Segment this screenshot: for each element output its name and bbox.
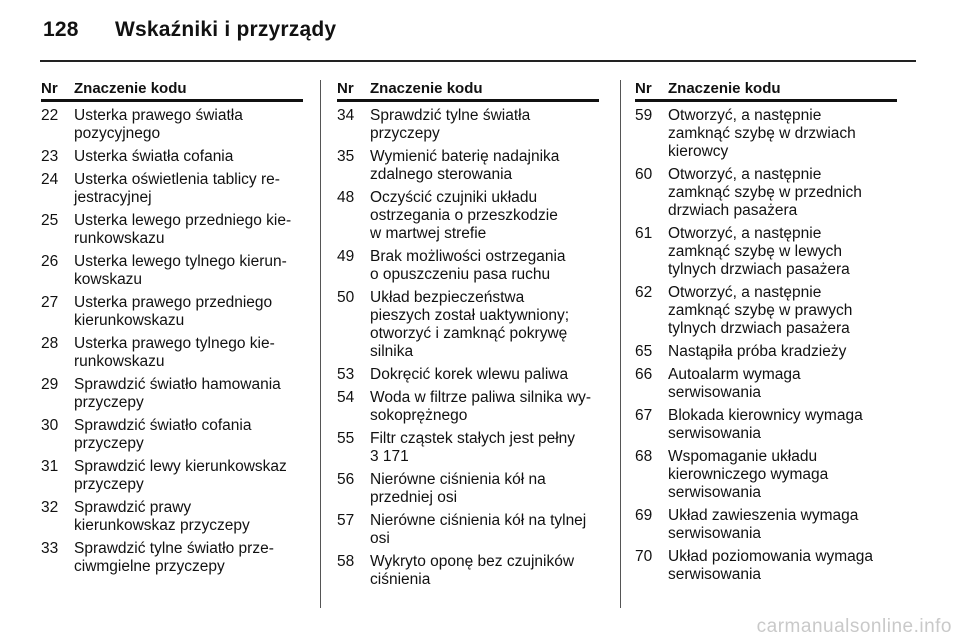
description-line: Wspomaganie układu <box>668 448 818 465</box>
description-line: Woda w filtrze paliwa silnika wy- <box>370 389 592 406</box>
description-line: serwisowania <box>668 425 762 442</box>
code-description <box>74 253 303 289</box>
description-line: zdalnego sterowania <box>370 166 513 183</box>
table-row <box>635 548 897 584</box>
code-description <box>74 376 303 412</box>
table-row <box>337 512 599 548</box>
code-description <box>74 458 303 494</box>
description-line: Sprawdzić tylne światło prze- <box>74 540 274 557</box>
error-code: 23 <box>41 148 59 165</box>
table-header <box>337 80 599 102</box>
table-row <box>337 248 599 284</box>
code-description <box>74 499 303 535</box>
error-code: 35 <box>337 148 355 165</box>
error-code: 50 <box>337 289 355 306</box>
code-description <box>74 171 303 207</box>
table-row <box>337 389 599 425</box>
description-line: zamknąć szybę w lewych <box>668 243 843 260</box>
code-description <box>668 343 897 361</box>
code-table-column-2 <box>337 80 599 594</box>
error-code: 53 <box>337 366 355 383</box>
description-line: sokoprężnego <box>370 407 468 424</box>
error-code: 59 <box>635 107 653 124</box>
code-description <box>74 417 303 453</box>
table-row <box>635 343 897 361</box>
error-code: 22 <box>41 107 59 124</box>
table-row <box>41 499 303 535</box>
code-description <box>668 366 897 402</box>
error-code: 26 <box>41 253 59 270</box>
description-line: Sprawdzić prawy <box>74 499 192 516</box>
code-description <box>668 407 897 443</box>
table-row <box>41 540 303 576</box>
table-row <box>337 189 599 243</box>
description-line: ostrzegania o przeszkodzie <box>370 207 558 224</box>
description-line: Dokręcić korek wlewu paliwa <box>370 366 569 383</box>
code-description <box>370 471 599 507</box>
error-code: 57 <box>337 512 355 529</box>
description-line: przyczepy <box>74 476 144 493</box>
header-nr: Nr <box>337 80 354 97</box>
description-line: przyczepy <box>74 394 144 411</box>
code-description <box>370 389 599 425</box>
description-line: jestracyjnej <box>74 189 152 206</box>
error-code: 61 <box>635 225 653 242</box>
error-code: 65 <box>635 343 653 360</box>
description-line: ciwmgielne przyczepy <box>74 558 225 575</box>
error-code: 69 <box>635 507 653 524</box>
description-line: otworzyć i zamknąć pokrywę <box>370 325 568 342</box>
error-code: 29 <box>41 376 59 393</box>
code-description <box>370 189 599 243</box>
table-row <box>41 294 303 330</box>
table-row <box>635 366 897 402</box>
code-description <box>668 507 897 543</box>
error-code: 31 <box>41 458 59 475</box>
description-line: Układ bezpieczeństwa <box>370 289 525 306</box>
column-divider <box>620 80 621 608</box>
code-description <box>668 107 897 161</box>
code-description <box>74 540 303 576</box>
table-row <box>41 376 303 412</box>
code-description <box>370 248 599 284</box>
error-code: 60 <box>635 166 653 183</box>
description-line: Otworzyć, a następnie <box>668 225 822 242</box>
description-line: Brak możliwości ostrzegania <box>370 248 566 265</box>
table-row <box>337 471 599 507</box>
description-line: przyczepy <box>74 435 144 452</box>
error-code: 33 <box>41 540 59 557</box>
header-nr: Nr <box>41 80 58 97</box>
description-line: zamknąć szybę w drzwiach <box>668 125 856 142</box>
description-line: runkowskazu <box>74 230 165 247</box>
description-line: zamknąć szybę w prawych <box>668 302 853 319</box>
table-row <box>41 335 303 371</box>
table-row <box>41 417 303 453</box>
description-line: Układ poziomowania wymaga <box>668 548 874 565</box>
description-line: Nierówne ciśnienia kół na <box>370 471 546 488</box>
table-row <box>41 171 303 207</box>
description-line: Oczyścić czujniki układu <box>370 189 538 206</box>
header-meaning: Znaczenie kodu <box>74 80 187 97</box>
description-line: serwisowania <box>668 384 762 401</box>
code-description <box>370 148 599 184</box>
description-line: Usterka oświetlenia tablicy re- <box>74 171 280 188</box>
description-line: przyczepy <box>370 125 440 142</box>
description-line: Układ zawieszenia wymaga <box>668 507 859 524</box>
code-description <box>74 335 303 371</box>
code-description <box>370 366 599 384</box>
table-row <box>635 284 897 338</box>
header-rule <box>40 60 916 62</box>
page-title: Wskaźniki i przyrządy <box>115 18 337 41</box>
code-description <box>668 166 897 220</box>
header-nr: Nr <box>635 80 652 97</box>
description-line: Otworzyć, a następnie <box>668 166 822 183</box>
description-line: Usterka prawego tylnego kie- <box>74 335 275 352</box>
description-line: przedniej osi <box>370 489 458 506</box>
error-code: 27 <box>41 294 59 311</box>
description-line: Otworzyć, a następnie <box>668 284 822 301</box>
watermark: carmanualsonline.info <box>756 616 952 637</box>
code-description <box>74 212 303 248</box>
description-line: ciśnienia <box>370 571 431 588</box>
column-divider <box>320 80 321 608</box>
description-line: pozycyjnego <box>74 125 161 142</box>
description-line: kierowniczego wymaga <box>668 466 829 483</box>
description-line: serwisowania <box>668 525 762 542</box>
description-line: runkowskazu <box>74 353 165 370</box>
table-row <box>337 430 599 466</box>
description-line: zamknąć szybę w przednich <box>668 184 862 201</box>
description-line: o opuszczeniu pasa ruchu <box>370 266 551 283</box>
description-line: Usterka prawego światła <box>74 107 243 124</box>
table-row <box>41 107 303 143</box>
code-description <box>370 430 599 466</box>
table-row <box>41 212 303 248</box>
description-line: Sprawdzić lewy kierunkowskaz <box>74 458 287 475</box>
table-row <box>41 458 303 494</box>
table-row <box>635 507 897 543</box>
description-line: Usterka lewego tylnego kierun- <box>74 253 287 270</box>
description-line: pieszych został uaktywniony; <box>370 307 570 324</box>
code-description <box>370 107 599 143</box>
description-line: kierunkowskazu <box>74 312 185 329</box>
description-line: Wymienić baterię nadajnika <box>370 148 560 165</box>
header-meaning: Znaczenie kodu <box>370 80 483 97</box>
code-description <box>74 107 303 143</box>
code-table-column-3 <box>635 80 897 589</box>
table-row <box>337 366 599 384</box>
description-line: Nastąpiła próba kradzieży <box>668 343 847 360</box>
description-line: Usterka lewego przedniego kie- <box>74 212 292 229</box>
description-line: serwisowania <box>668 566 762 583</box>
description-line: Sprawdzić tylne światła <box>370 107 531 124</box>
error-code: 28 <box>41 335 59 352</box>
description-line: kierowcy <box>668 143 729 160</box>
description-line: silnika <box>370 343 414 360</box>
table-row <box>337 289 599 361</box>
code-description <box>668 225 897 279</box>
table-row <box>337 107 599 143</box>
description-line: serwisowania <box>668 484 762 501</box>
description-line: Wykryto oponę bez czujników <box>370 553 575 570</box>
table-row <box>635 107 897 161</box>
code-description <box>668 284 897 338</box>
description-line: Otworzyć, a następnie <box>668 107 822 124</box>
page-number: 128 <box>43 18 79 41</box>
description-line: kowskazu <box>74 271 143 288</box>
page-header <box>43 18 336 42</box>
table-row <box>635 448 897 502</box>
description-line: Usterka prawego przedniego <box>74 294 273 311</box>
error-code: 58 <box>337 553 355 570</box>
description-line: osi <box>370 530 390 547</box>
error-code: 67 <box>635 407 653 424</box>
table-row <box>41 253 303 289</box>
error-code: 32 <box>41 499 59 516</box>
error-code: 70 <box>635 548 653 565</box>
description-line: Blokada kierownicy wymaga <box>668 407 863 424</box>
description-line: drzwiach pasażera <box>668 202 798 219</box>
description-line: Sprawdzić światło hamowania <box>74 376 281 393</box>
description-line: tylnych drzwiach pasażera <box>668 320 850 337</box>
table-row <box>635 225 897 279</box>
error-code: 30 <box>41 417 59 434</box>
code-description <box>74 294 303 330</box>
code-description <box>370 553 599 589</box>
description-line: Autoalarm wymaga <box>668 366 801 383</box>
error-code: 62 <box>635 284 653 301</box>
description-line: 3 171 <box>370 448 409 465</box>
table-row <box>337 553 599 589</box>
error-code: 56 <box>337 471 355 488</box>
code-description <box>370 289 599 361</box>
error-code: 54 <box>337 389 355 406</box>
code-description <box>668 548 897 584</box>
code-table-column-1 <box>41 80 303 581</box>
table-row <box>635 166 897 220</box>
code-description <box>74 148 303 166</box>
code-description <box>370 512 599 548</box>
description-line: Nierówne ciśnienia kół na tylnej <box>370 512 587 529</box>
error-code: 25 <box>41 212 59 229</box>
error-code: 24 <box>41 171 59 188</box>
code-description <box>668 448 897 502</box>
error-code: 48 <box>337 189 355 206</box>
table-row <box>635 407 897 443</box>
error-code: 55 <box>337 430 355 447</box>
table-row <box>337 148 599 184</box>
description-line: kierunkowskaz przyczepy <box>74 517 250 534</box>
table-header <box>41 80 303 102</box>
description-line: tylnych drzwiach pasażera <box>668 261 850 278</box>
error-code: 66 <box>635 366 653 383</box>
table-row <box>41 148 303 166</box>
error-code: 34 <box>337 107 355 124</box>
error-code: 68 <box>635 448 653 465</box>
description-line: Filtr cząstek stałych jest pełny <box>370 430 576 447</box>
description-line: w martwej strefie <box>370 225 487 242</box>
header-meaning: Znaczenie kodu <box>668 80 781 97</box>
description-line: Usterka światła cofania <box>74 148 234 165</box>
description-line: Sprawdzić światło cofania <box>74 417 252 434</box>
table-header <box>635 80 897 102</box>
error-code: 49 <box>337 248 355 265</box>
